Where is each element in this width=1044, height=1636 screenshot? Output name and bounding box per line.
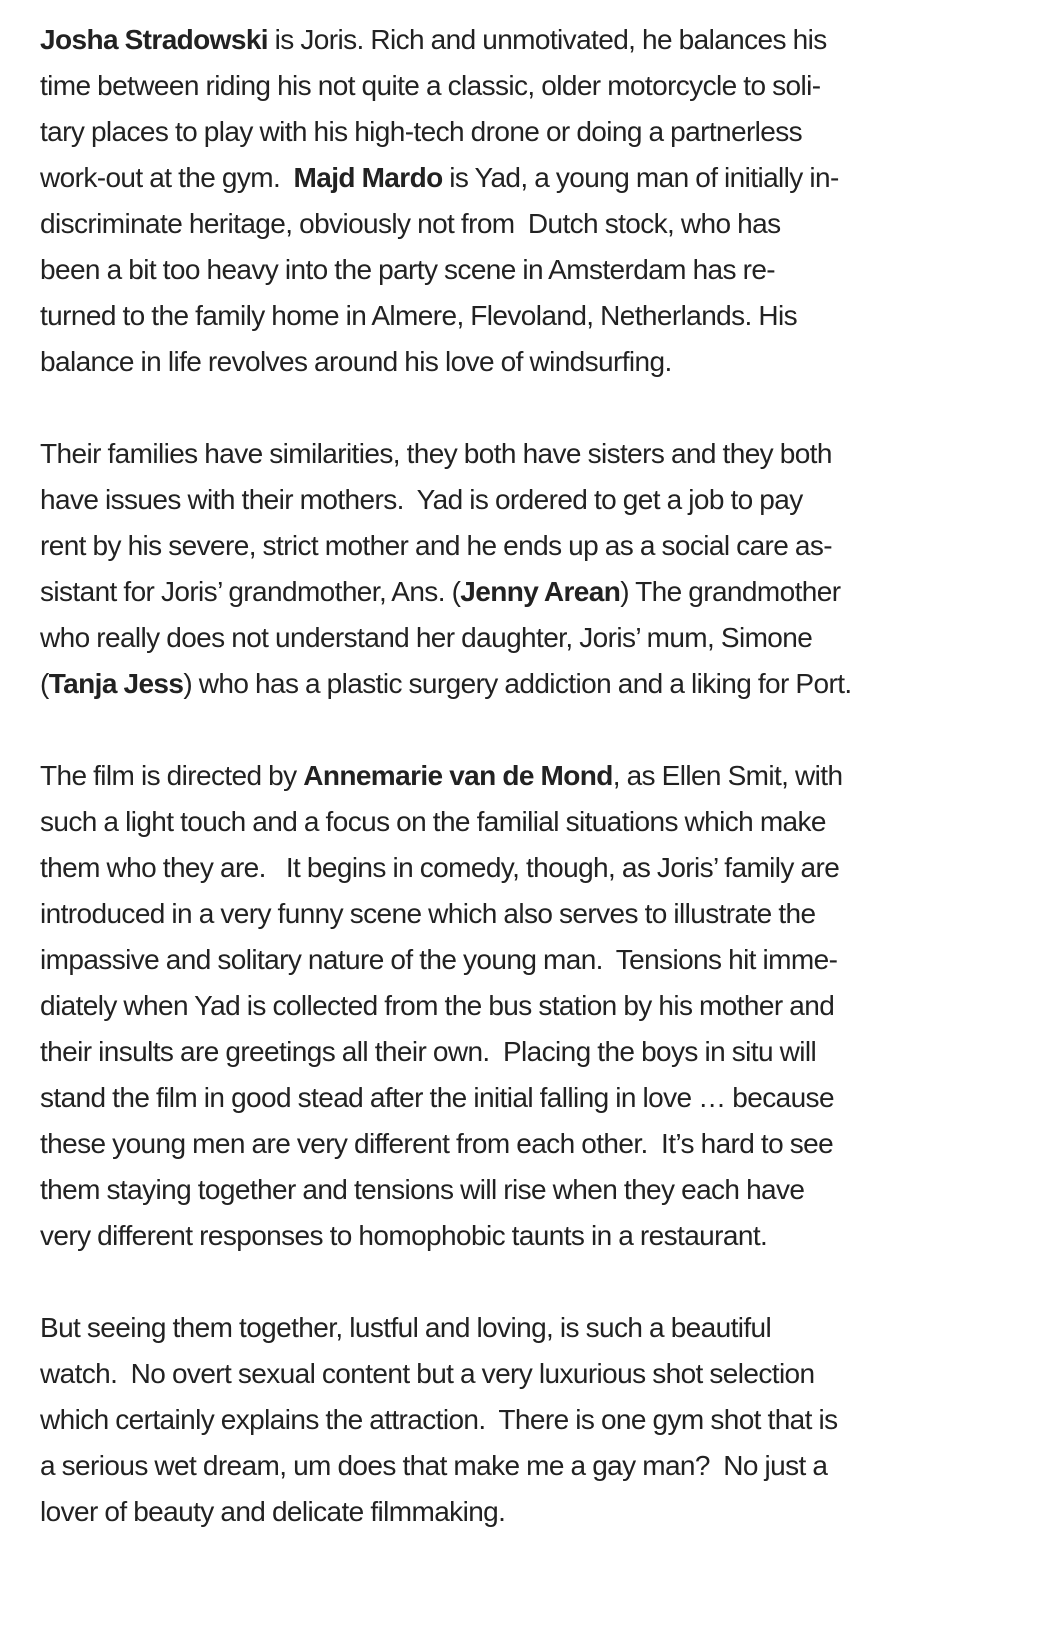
text-line: time between riding his not quite a classic, older motorcycle to soli- [40, 70, 821, 101]
text-line [40, 753, 1004, 799]
text-line: discriminate heritage, obviously not from Dutch stock, who has [40, 208, 781, 239]
text-line [40, 155, 1004, 201]
text-span: work-out at the gym. [40, 162, 294, 193]
text-span: sistant for Joris’ grandmother, Ans. ( [40, 576, 461, 607]
text-line: a serious wet dream, um does that make me a gay man? No just a [40, 1450, 828, 1481]
text-line: watch. No overt sexual content but a very luxurious shot selection [40, 1358, 815, 1389]
text-line: these young men are very different from each other. It’s hard to see [40, 1128, 834, 1159]
text-line: diately when Yad is collected from the bus station by his mother and [40, 990, 835, 1021]
text-line: who really does not understand her daughter, Joris’ mum, Simone [40, 622, 813, 653]
paragraph-1 [40, 17, 1004, 385]
text-span: is Joris. Rich and unmotivated, he balances his [267, 24, 827, 55]
text-line: have issues with their mothers. Yad is ordered to get a job to pay [40, 484, 803, 515]
text-line: rent by his severe, strict mother and he ends up as a social care as- [40, 530, 833, 561]
text-line: them who they are. It begins in comedy, though, as Joris’ family are [40, 852, 840, 883]
text-line: turned to the family home in Almere, Flevoland, Netherlands. His [40, 300, 798, 331]
paragraph-4 [40, 1305, 1004, 1535]
text-line: their insults are greetings all their own. Placing the boys in situ will [40, 1036, 817, 1067]
text-line: introduced in a very funny scene which also serves to illustrate the [40, 898, 816, 929]
text-line [40, 569, 1004, 615]
text-span: The film is directed by [40, 760, 304, 791]
text-span: , as Ellen Smit, with [612, 760, 843, 791]
actor-name-bold: Josha Stradowski [40, 24, 268, 55]
text-line: stand the film in good stead after the initial falling in love … because [40, 1082, 834, 1113]
text-line: very different responses to homophobic taunts in a restaurant. [40, 1220, 768, 1251]
text-line: lover of beauty and delicate filmmaking. [40, 1496, 506, 1527]
text-span: ) The grandmother [620, 576, 841, 607]
text-line: tary places to play with his high-tech drone or doing a partnerless [40, 116, 803, 147]
text-line [40, 17, 1004, 63]
director-name-bold: Annemarie van de Mond [303, 760, 613, 791]
paragraph-2 [40, 431, 1004, 707]
text-line [40, 661, 1004, 707]
text-line: impassive and solitary nature of the young man. Tensions hit imme- [40, 944, 838, 975]
text-span: ( [40, 668, 49, 699]
actor-name-bold: Majd Mardo [293, 162, 443, 193]
text-span: ) who has a plastic surgery addiction and a liking for Port. [183, 668, 852, 699]
text-line: such a light touch and a focus on the familial situations which make [40, 806, 826, 837]
actor-name-bold: Jenny Arean [460, 576, 621, 607]
text-line: which certainly explains the attraction. There is one gym shot that is [40, 1404, 838, 1435]
text-line: But seeing them together, lustful and loving, is such a beautiful [40, 1312, 772, 1343]
text-line: Their families have similarities, they both have sisters and they both [40, 438, 832, 469]
text-line: been a bit too heavy into the party scene in Amsterdam has re- [40, 254, 776, 285]
text-span: is Yad, a young man of initially in- [442, 162, 839, 193]
text-line: balance in life revolves around his love of windsurfing. [40, 346, 672, 377]
actor-name-bold: Tanja Jess [48, 668, 184, 699]
paragraph-3 [40, 753, 1004, 1259]
text-line: them staying together and tensions will rise when they each have [40, 1174, 805, 1205]
